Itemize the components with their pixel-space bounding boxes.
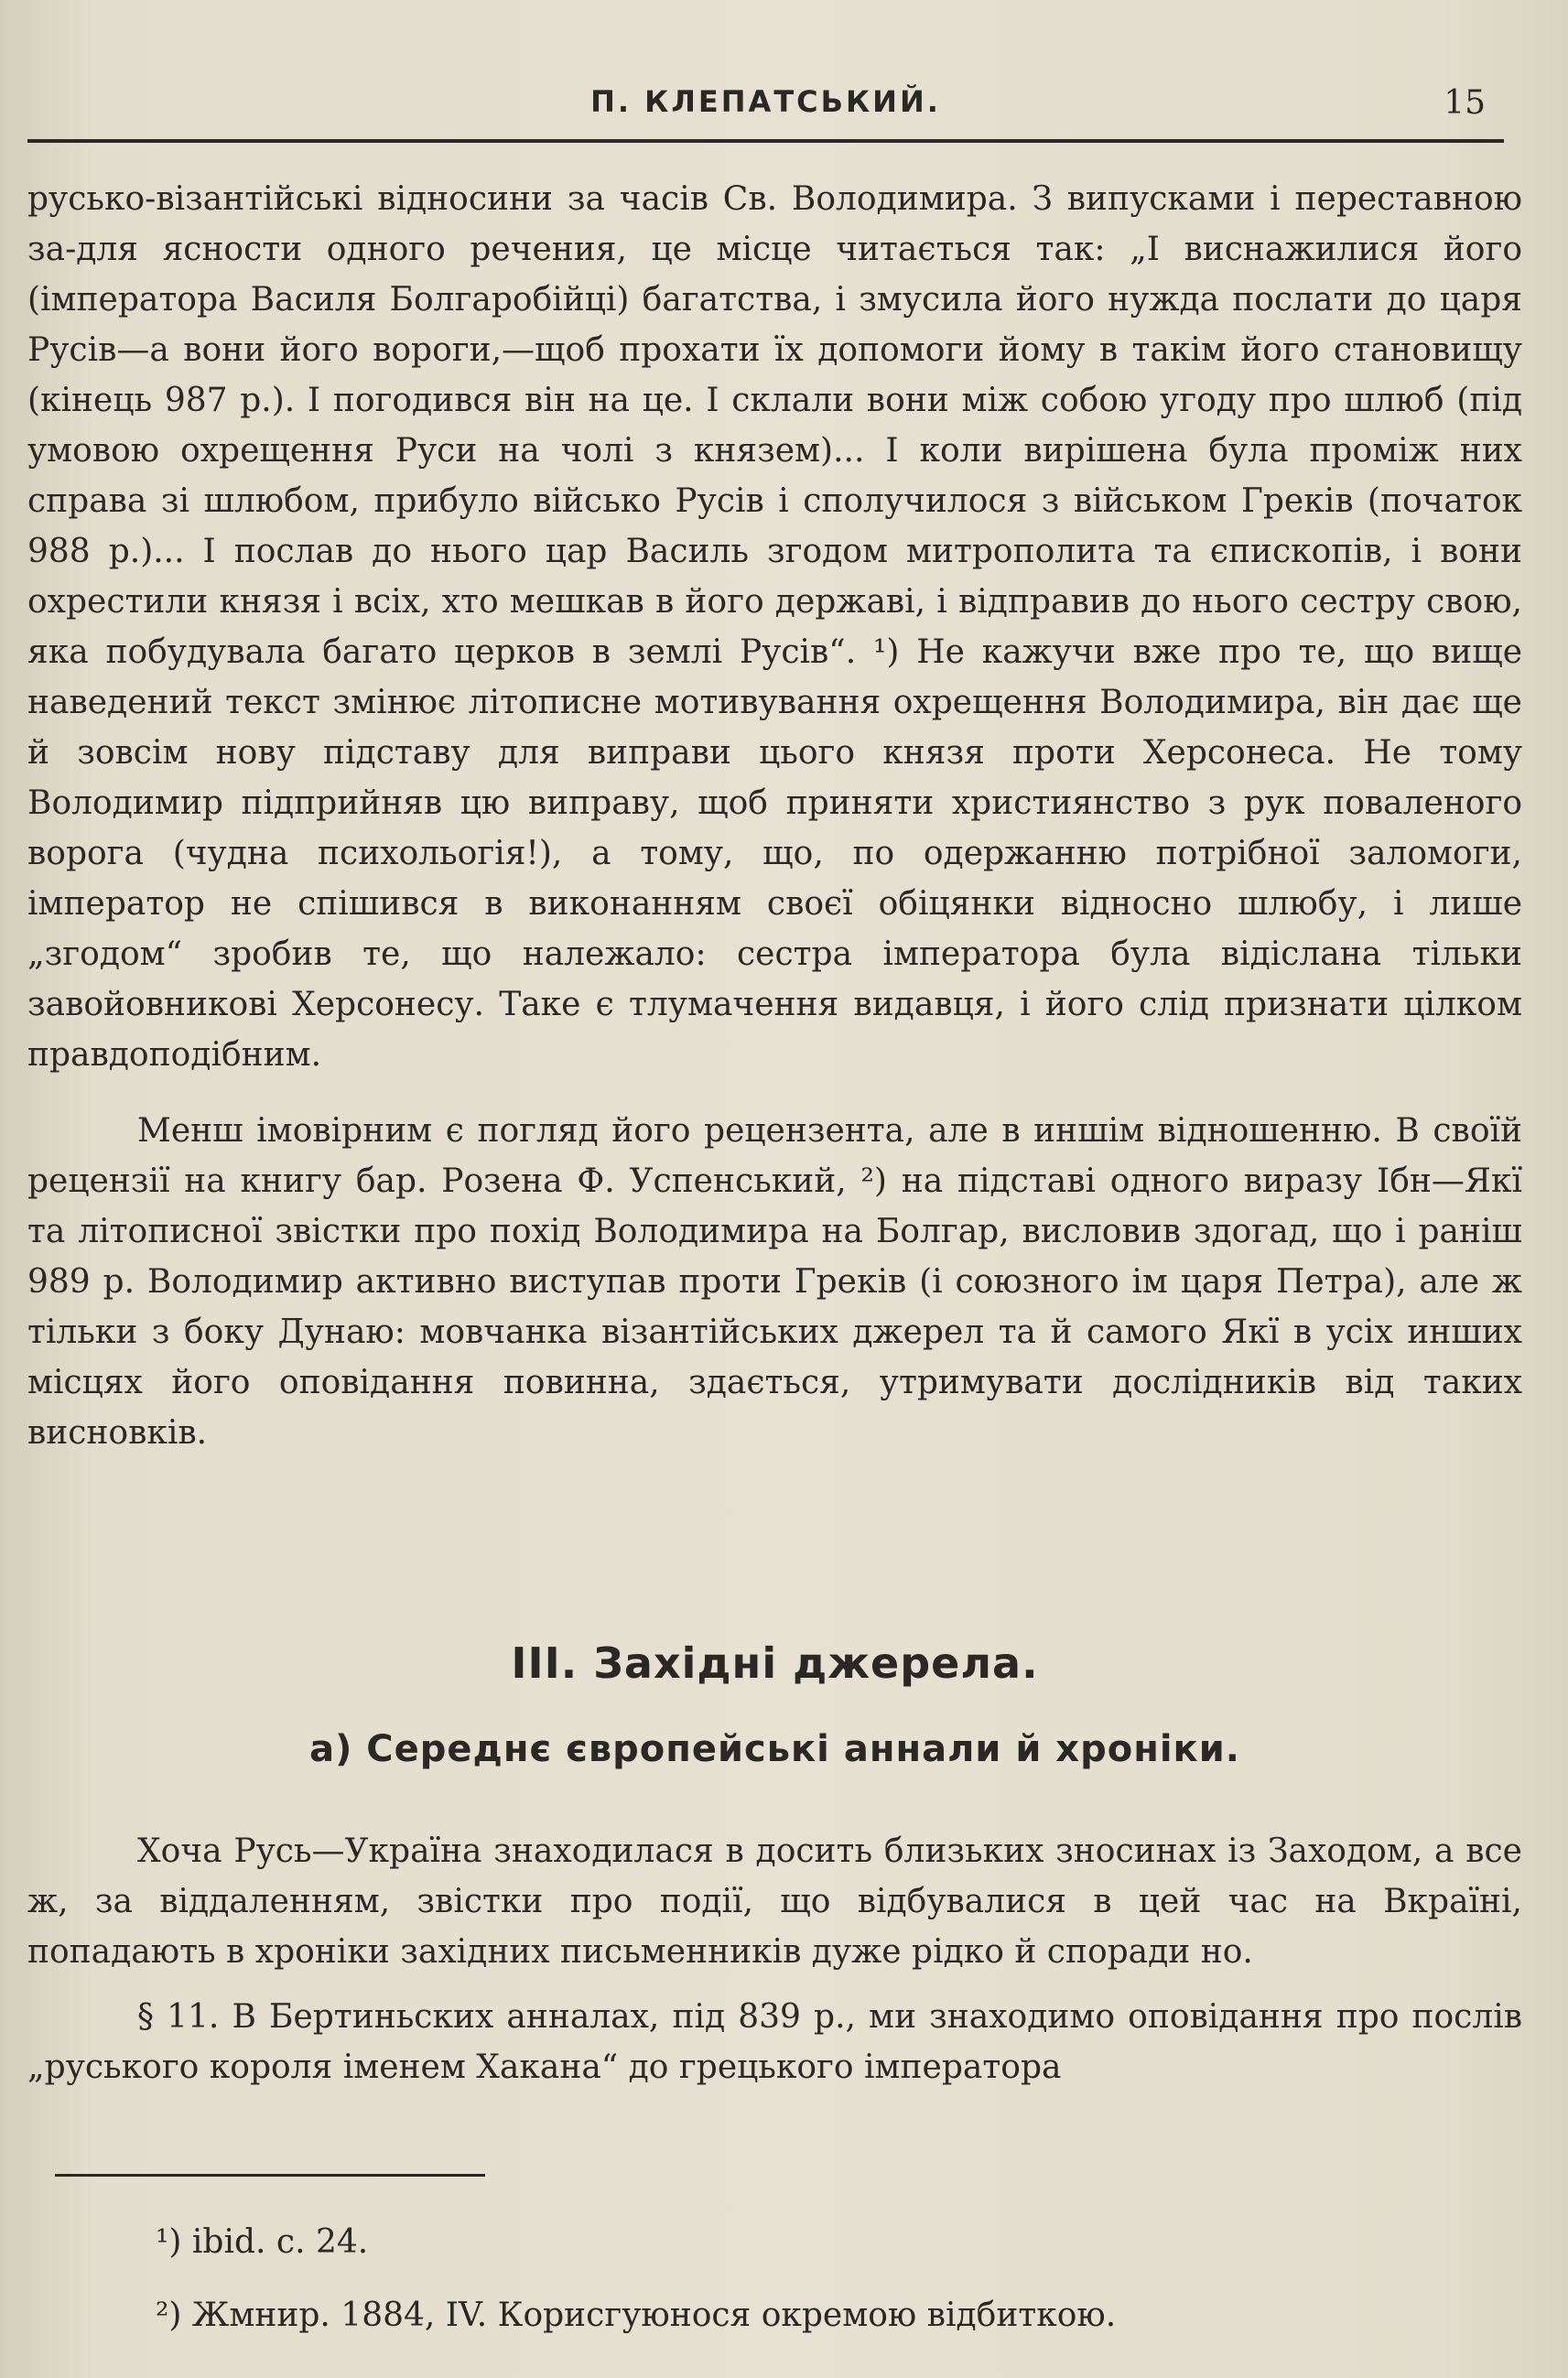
running-head xyxy=(27,84,1504,139)
subsection-heading: а) Середнє європейські аннали й хроніки. xyxy=(309,1728,1240,1770)
paragraph-3: Хоча Русь—Україна знаходилася в досить близьких зносинах із Заходом, а все ж, за віддаленням, звістки про події, що відбувалися в цей час на Вкраїні, попадають в хроніки західних письменників дуже рідко й споради но. xyxy=(27,1832,1522,1971)
section-text xyxy=(27,1826,1522,2092)
paragraph-2: Менш імовірним є погляд його рецензента, але в иншім відношенню. В своїй рецензії на книгу бар. Розена Ф. Успенський, ²) на підставі одного виразу Ібн—Якї та літописної звістки про похід Володимира на Болгар, висловив здогад, що і раніш 989 р. Володимир активно виступав проти Греків (і союзного ім царя Петра), але ж тільки з боку Дунаю: мовчанка візантійських джерел та й самого Якї в усіх инших місцях його оповідання повинна, здається, утримувати дослідників від таких висновків. xyxy=(27,1112,1522,1452)
footnote-rule xyxy=(55,2174,485,2177)
paragraph-1: русько-візантійські відносини за часів Св. Володимира. З випусками і переставною за-для ясности одного речения, це місце читається так: „І виснажилися його (імператора Василя Болгаробійці) багатства, і змусила його нужда послати до царя Русів—а вони його вороги,—щоб прохати їх допомоги йому в такім його становищу (кінець 987 р.). І погодився він на це. І склали вони між собою угоду про шлюб (під умовою охрещення Руси на чолі з князем)... І коли вирішена була проміж них справа зі шлюбом, прибуло військо Русів і сполучилося з військом Греків (початок 988 р.)... І послав до нього цар Василь згодом митрополита та єпископів, і вони охрестили князя і всіх, хто мешкав в його державі, і відправив до нього сестру свою, яка побудувала багато церков в землі Русів“. ¹) Не кажучи вже про те, що вище наведений текст змінює літописне мотивування охрещення Володимира, він дає ще й зовсім нову підставу для виправи цього князя проти Херсонеса. Не тому Володимир підприйняв цю виправу, щоб приняти християнство з рук поваленого ворога (чудна психольогія!), а тому, що, по одержанню потрібної заломоги, імператор не спішився в виконанням своєї обіцянки відносно шлюбу, і лише „згодом“ зробив те, що належало: сестра імператора була відіслана тільки завойовникові Херсонесу. Таке є тлумачення видавця, і його слід признати цілком правдоподібним. xyxy=(27,180,1522,1074)
section-heading: III. Західні джерела. xyxy=(511,1638,1039,1688)
main-text xyxy=(27,174,1522,1458)
footnote-2: ²) Жмнир. 1884, IV. Корисгуюнося окремою відбиткою. xyxy=(156,2297,1117,2334)
footnote-1: ¹) ibid. с. 24. xyxy=(156,2223,369,2261)
paragraph-4: § 11. В Бертиньских анналах, під 839 р., ми знаходимо оповідання про послів „руського короля іменем Хакана“ до грецького імператора xyxy=(27,1998,1522,2086)
header-rule xyxy=(27,139,1504,143)
page-number: 15 xyxy=(1444,84,1486,122)
running-head-author: П. КЛЕПАТСЬКИЙ. xyxy=(590,84,941,119)
footnotes xyxy=(156,2206,1513,2352)
